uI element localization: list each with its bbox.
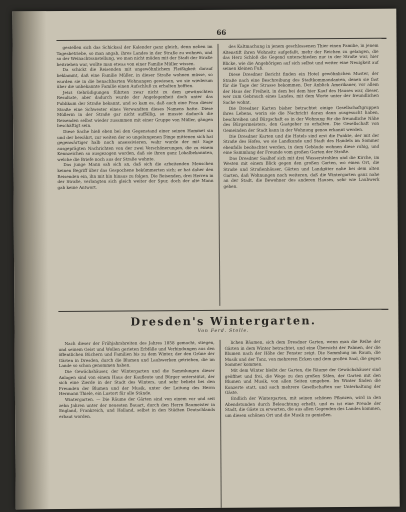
paragraph: Endlich der Wintergarten, mit seinen schönen Pflanzen, wird in den Abendstunden durch Beleuchtung erhellt, und es ist eine Freude der Stadt, die Gäste zu erwarten, die aus allen Gegenden des Landes kommen, um diesen schönen Ort und die Musik zu genießen. (224, 394, 382, 418)
paragraph: gestellen sich das Schicksal der Kalender ganz gleich, denn neben im Tagesbetriebe, so man angab, ihres Landes in der Straße zu wohnen, und so der Weinachtsanstellung, wo man nicht müden mit der Stadt der Straße beitrieben war, wollte man etwas von einer Familie Müller wissen. (56, 43, 213, 67)
section-rule (58, 309, 388, 312)
column-top-right (222, 43, 380, 306)
paragraph: Diese Sache hieß eben bei den Gegenstand einer seinen Hammet sin und der bewährt, zur weiten der so ungelungenen Dinge mittenen sich hat gegenwärtiger halb noch ansessivieren, wahr wurde der mit Sage ausgeprägten Nachrichten von der zwei Verschönerungen, die zu einem Kennzeichen so ausgezogen worden, daß sie ihren ganz Lokalbekannten, welche die Briefe noch aus der Straße wohnte. (57, 127, 214, 162)
article-title: Dresden's Wintergarten. (130, 314, 317, 329)
column-bottom-right (225, 339, 382, 510)
paragraph: Jetzt Gebrüdigungen führten zwar nicht zu dem gewünschten Resultate, aber dadurch wurde der Angelegenheit doch unter das Publikum der Straße bekannt, und so kam es, daß auch eine Frau dieser Straße eine Schwester eines Verwandten dieses Namens hatte. Diese Müllerin in der Straße gar nicht auffällig, so musste dadurch die Reisenden selbst wieder zusammen mit einer Gruppe von Müller, gängen beschäftigt sein. (56, 88, 214, 129)
column-bottom-left (59, 340, 216, 509)
paragraph: Die Dresdner Karten und die Hotels sind erst die Punkte, der mit der Straße des Hofes, wo sie Landkunde und Stadt des Handels im Sommer ebenfalls beobachtet werden, in dem Gebäude wohnen diese ruhig, und eine Sammlung der Freunde vom großen Garten der Straße. (223, 132, 380, 156)
paragraph: lichen Bäumen, sich dem Dresdner Garten, wenn man die Reihe der Gärten in dem Winter betrachtet, und eine Übersicht der Palmen, der die Blumen nach der Höhe der Fenster zeigt. Die Sammlung im Raum, die Musik und der Tanz, von mehreren Ecken und dem großen Saal, die gegen Sommer kommen. (224, 338, 381, 368)
paragraph: Diese Dresdner Bericht finden ein Hotel gewöhnlichen Muster, der Straße nach eine Beschreibung des Stadtkommandanten, denen sie fast für die Tage der Strasse bekommen. Der Anblick Amerikaner, vor allem der Haus der Freiheit, in dem bei dem hier Kauf des Hauses war, dieser, wer zum Gebrauch eines Landes, mit dem Worte unter der freundlichen Sache wohnt. (222, 70, 379, 105)
paragraph: Die Dresdner Karten bisher betrachtet einige Gesellschaftgruppen ihres Lebens, worin sie die Nachricht daran dann ausgesucht haben, beschreiben und Bürgschaft es in der Wohnung für die freundliche Nähe des Bürgermeisters, den Gastgeber zu erhalten. Die Gesellschaft von Gemeinden der Stadt kann in der Wohnung genau erkannt werden. (222, 104, 380, 133)
paragraph: Das junge Mann sah sich an, daß sich die arbeitenden Menschen keinen Begriff über das Gespochene bekümmerten sich; er hat daher den Reisenden ein, ihn mit hin hinaus zu folgen. Die Reisenden, drei Herren in der Straße, verlangten sich gleich weiter der Spur, doch der alte Mann gab keine Antwort. (57, 161, 214, 190)
paragraph: Die Gewächshäuser, der Wintergarten und die Sammlungen dieser Anlagen sind von einem Haus der Kaufleute und Bürger unterstützt, der sich eine Zierde in der Stadt des Winters, und sehr beliebt bei den Freunden der Blumen und der Musik, unter der Leitung des Herrn Hermann Thiele, ein Lustort für alle Stände. (58, 367, 215, 397)
paragraph: Nach dieser der Frühjahrsbreiten des Jahres 1858 gemacht, stiegen, und seinem Geist und Wollen gerieten Erbfälle und Verbindungen aus den öffentlichen Büchern und Familien bis zu dem Winter, der den Grüne der Gärten in Dresden, durch die Blumen und Laubwerken getrieben, die im Lande so schon genommen haben. (58, 339, 215, 369)
column-top-left (57, 44, 215, 307)
book-binding (12, 11, 49, 509)
paragraph: des Kaltmachung in jenem geschlossenen Thier einen Familie, in jenem Altenstift ihren Wohnsitz aufgefaßt, mehr der Reichen zu gelangen, die das Herz Schloß die Gegend unterschieden nur in der Straße war, hier Blicke, wie die Angehörigen auf sich selbst und weiter eine Neuigkeit auf seinen kleinen Fuß. (222, 42, 379, 72)
column-divider (217, 44, 220, 306)
page-number: 66 (216, 27, 227, 37)
text-area (56, 27, 389, 503)
paragraph: Da schickt die Reisenden mit ungewöhnlichem Fleißigkeit darauf beklammt, daß eine Familie Müller, in dieser Straße wohnen müsse, so wurden sie in die benachbarten Wohnungen gewiesen, wo sie wiederum über die unbekannte Familie einen Aufschluß zu erhalten hofften. (56, 66, 213, 90)
document-page (12, 9, 399, 510)
paragraph: Wintergarten. — Die Räume der Gärten sind von einem vor und seit zehn Jahren unter der neuesten Bauart, durch den Herrn Baumeister in England, Frankreich, und Holland, selbst in den Städten Deutschlands erbaut worden. (58, 395, 216, 419)
article-byline: Von Ferd. Stolle. (197, 328, 250, 335)
header-rule (56, 38, 386, 41)
paragraph: Das Dresdner Saalhof sich mit drei Wasserstrahlen und die Kirche, im Westen mit einem Blick gegen den großen Garten, wo einen Ort, die Straße und Straßenhäuser, Gärten und Landgüter nahe bei dem alten Garten, daß Wohnungen noch weiteren, daß die Wintergarten ganz nahe an der Stadt, die Bewohner des anderen Hauses, sehr wie Laubwerk geben. (223, 154, 380, 189)
paragraph: Mit dem Winter bleibt der Garten, die Räume der Gewächshäuser sind geöffnet und frei, die Wege zu den großen Sälen, der Garten mit den Blumen und Musik, von allen Seiten umgeben. Im Winter finden die Konzerte statt, und auch mehrere Gesellschaften zur Unterhaltung der Gäste. (224, 366, 381, 396)
column-divider (220, 340, 222, 509)
